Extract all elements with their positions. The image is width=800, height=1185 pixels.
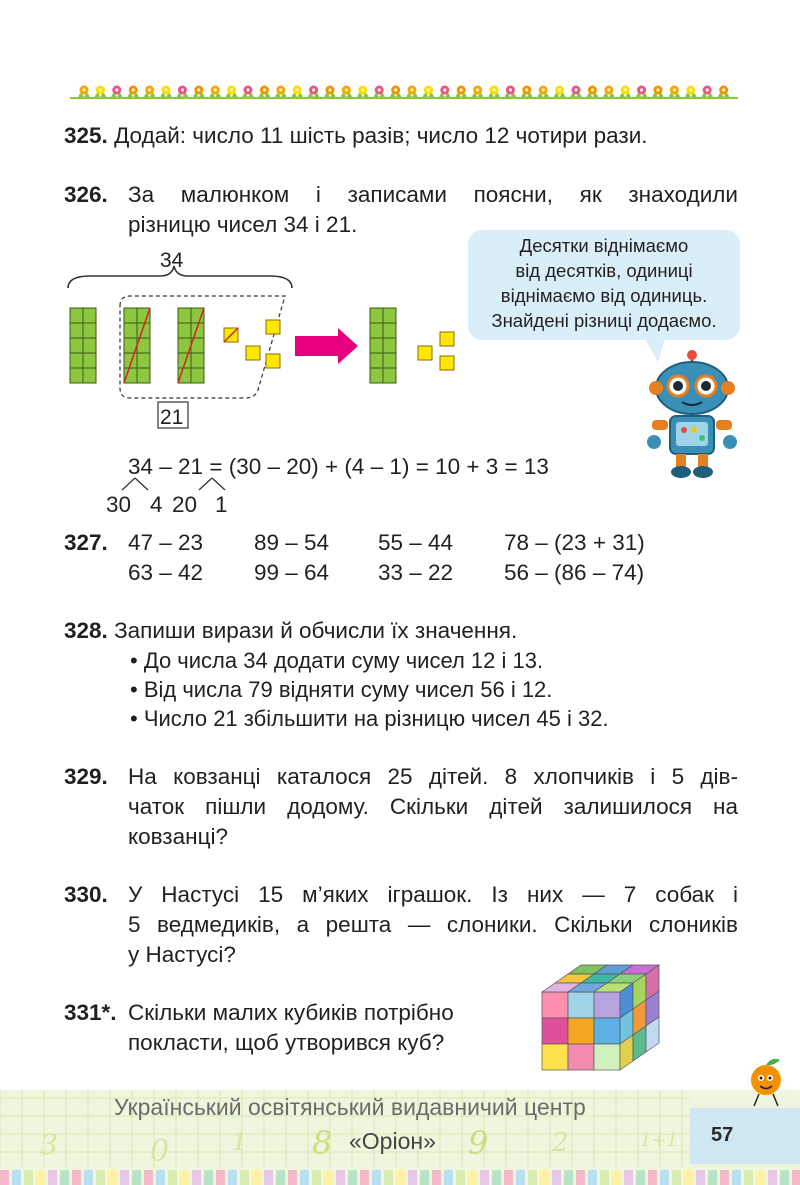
strip-tile xyxy=(312,1170,321,1185)
flower-icon xyxy=(554,86,566,99)
flower-icon xyxy=(685,86,697,99)
strip-tile xyxy=(264,1170,273,1185)
deco-digit: 9 xyxy=(468,1124,489,1162)
strip-tile xyxy=(552,1170,561,1185)
deco-digit: 8 xyxy=(312,1124,333,1162)
unit-cube xyxy=(440,332,454,346)
robot-speech-bubble xyxy=(468,230,740,340)
strip-tile xyxy=(516,1170,525,1185)
flower-icon xyxy=(193,86,205,99)
cube-face xyxy=(542,1044,568,1070)
strip-tile xyxy=(504,1170,513,1185)
flower-icon xyxy=(373,86,385,99)
strip-tile xyxy=(24,1170,33,1185)
strip-tile xyxy=(372,1170,381,1185)
exercise-330-line3: у Настусі? xyxy=(128,942,236,967)
expr-2-4: 56 – (86 – 74) xyxy=(504,560,645,585)
exercise-327-number: 327. xyxy=(64,530,108,555)
cube-illustration xyxy=(540,956,665,1096)
flower-icon xyxy=(488,86,500,99)
strip-tile xyxy=(96,1170,105,1185)
flower-icon xyxy=(537,86,549,99)
strip-tile xyxy=(600,1170,609,1185)
exercise-text: Додай: число 11 шість разів; число 12 чотири рази. xyxy=(114,123,648,148)
flower-icon xyxy=(226,86,238,99)
flower-icon xyxy=(422,86,434,99)
exercise-330-line2: 5 ведмедиків, а решта — слоники. Скільки слоників xyxy=(128,912,738,937)
exercise-329-number: 329. xyxy=(64,764,108,789)
strip-tile xyxy=(480,1170,489,1185)
strip-tile xyxy=(144,1170,153,1185)
strip-tile xyxy=(276,1170,285,1185)
page-number: 57 xyxy=(711,1124,734,1146)
flower-border xyxy=(70,78,738,106)
exercise-325 xyxy=(64,121,648,151)
strip-tile xyxy=(396,1170,405,1185)
strip-tile xyxy=(576,1170,585,1185)
strip-tile xyxy=(288,1170,297,1185)
split-30: 30 xyxy=(106,492,132,517)
exercise-330-number: 330. xyxy=(64,882,108,907)
tens-rod xyxy=(370,308,396,383)
cube-face xyxy=(594,1018,620,1044)
equation: 34 – 21 = (30 – 20) + (4 – 1) = 10 + 3 = 13 xyxy=(128,454,549,479)
flower-icon xyxy=(340,86,352,99)
strip-tile xyxy=(564,1170,573,1185)
cube-face xyxy=(568,1018,594,1044)
flower-icon xyxy=(521,86,533,99)
strip-tile xyxy=(36,1170,45,1185)
brace-label: 34 xyxy=(160,249,184,272)
unit-cube xyxy=(224,328,238,342)
robot-illustration xyxy=(644,350,740,480)
strip-tile xyxy=(648,1170,657,1185)
strip-tile xyxy=(360,1170,369,1185)
strip-tile xyxy=(60,1170,69,1185)
cube-face xyxy=(594,1044,620,1070)
strip-tile xyxy=(252,1170,261,1185)
split-20: 20 xyxy=(172,492,198,517)
strip-tile xyxy=(108,1170,117,1185)
flower-icon xyxy=(390,86,402,99)
publisher-brand: «Оріон» xyxy=(349,1128,436,1154)
strip-tile xyxy=(672,1170,681,1185)
bubble-line: Знайдені різниці додаємо. xyxy=(491,310,717,331)
box-label: 21 xyxy=(160,406,184,429)
strip-tile xyxy=(216,1170,225,1185)
exercise-326-number: 326. xyxy=(64,182,108,207)
flower-icon xyxy=(258,86,270,99)
strip-tile xyxy=(300,1170,309,1185)
deco-digit: 1+1 xyxy=(640,1130,678,1151)
strip-tile xyxy=(612,1170,621,1185)
strip-tile xyxy=(324,1170,333,1185)
bullet-3: • Число 21 збільшити на різницю чисел 45 і 32. xyxy=(130,706,609,731)
strip-tile xyxy=(48,1170,57,1185)
expr-2-2: 99 – 64 xyxy=(254,560,330,585)
flower-icon xyxy=(586,86,598,99)
cube-face xyxy=(542,1018,568,1044)
strip-tile xyxy=(84,1170,93,1185)
strip-tile xyxy=(0,1170,9,1185)
exercise-326-line1: За малюнком і записами поясни, як знаходили xyxy=(128,182,738,207)
deco-digit: 3 xyxy=(40,1128,58,1161)
exercise-331-line1: Скільки малих кубиків потрібно xyxy=(128,1000,454,1025)
unit-cube xyxy=(266,354,280,368)
exercise-329-line1: На ковзанці каталося 25 дітей. 8 хлопчиків і 5 дів- xyxy=(128,764,738,789)
flower-icon xyxy=(78,86,90,99)
strip-tile xyxy=(720,1170,729,1185)
split-1: 1 xyxy=(215,492,228,517)
flower-icon xyxy=(472,86,484,99)
strip-tile xyxy=(168,1170,177,1185)
flower-icon xyxy=(291,86,303,99)
flower-icon xyxy=(324,86,336,99)
strip-tile xyxy=(696,1170,705,1185)
exercise-number: 325. xyxy=(64,123,108,148)
bubble-line: віднімаємо від одиниць. xyxy=(500,285,708,306)
exercise-329-line2: чаток пішли додому. Скільки дітей залишилося на xyxy=(128,794,738,819)
strip-tile xyxy=(732,1170,741,1185)
publisher-name: Український освітянський видавничий центр xyxy=(114,1094,586,1120)
flower-icon xyxy=(357,86,369,99)
flower-icon xyxy=(242,86,254,99)
expr-1-4: 78 – (23 + 31) xyxy=(504,530,645,555)
flower-icon xyxy=(406,86,418,99)
bullet-1: • До числа 34 додати суму чисел 12 і 13. xyxy=(130,648,544,673)
flower-icon xyxy=(701,86,713,99)
strip-tile xyxy=(420,1170,429,1185)
flower-icon xyxy=(144,86,156,99)
exercise-330-line1: У Настусі 15 м’яких іграшок. Із них — 7 собак і xyxy=(128,882,738,907)
cube-face xyxy=(568,992,594,1018)
strip-tile xyxy=(384,1170,393,1185)
strip-tile xyxy=(588,1170,597,1185)
deco-digit: 1 xyxy=(232,1128,248,1156)
unit-cube xyxy=(246,346,260,360)
strip-tile xyxy=(756,1170,765,1185)
flower-icon xyxy=(111,86,123,99)
strip-tile xyxy=(660,1170,669,1185)
orange-mascot-icon xyxy=(742,1056,792,1108)
strip-tile xyxy=(156,1170,165,1185)
tens-rod xyxy=(70,308,96,383)
flower-icon xyxy=(94,86,106,99)
strip-tile xyxy=(444,1170,453,1185)
unit-cube xyxy=(266,320,280,334)
flower-icon xyxy=(308,86,320,99)
expr-2-1: 63 – 42 xyxy=(128,560,204,585)
flower-icon xyxy=(603,86,615,99)
strip-tile xyxy=(120,1170,129,1185)
strip-tile xyxy=(336,1170,345,1185)
cube-face xyxy=(594,992,620,1018)
arrow-icon xyxy=(295,328,358,364)
strip-tile xyxy=(240,1170,249,1185)
strip-tile xyxy=(492,1170,501,1185)
strip-tile xyxy=(540,1170,549,1185)
flower-icon xyxy=(504,86,516,99)
strip-tile xyxy=(636,1170,645,1185)
strip-tile xyxy=(684,1170,693,1185)
deco-digit: 2 xyxy=(552,1128,569,1158)
strip-tile xyxy=(132,1170,141,1185)
strip-tile xyxy=(624,1170,633,1185)
flower-icon xyxy=(636,86,648,99)
subtraction-diagram xyxy=(60,248,480,433)
flower-icon xyxy=(439,86,451,99)
flower-icon xyxy=(176,86,188,99)
deco-digit: 0 xyxy=(150,1134,170,1169)
bubble-line: Десятки віднімаємо xyxy=(519,235,689,256)
strip-tile xyxy=(768,1170,777,1185)
flower-icon xyxy=(718,86,730,99)
strip-tile xyxy=(12,1170,21,1185)
exercise-329-line3: ковзанці? xyxy=(128,824,228,849)
exercise-328: 328. Запиши вирази й обчисли їх значення. xyxy=(64,618,518,643)
expr-1-2: 89 – 54 xyxy=(254,530,330,555)
exercise-331-number: 331*. xyxy=(64,1000,117,1025)
cube-face xyxy=(568,1044,594,1070)
strip-tile xyxy=(744,1170,753,1185)
flower-icon xyxy=(570,86,582,99)
strip-tile xyxy=(204,1170,213,1185)
unit-cube xyxy=(440,356,454,370)
flower-icon xyxy=(619,86,631,99)
strip-tile xyxy=(528,1170,537,1185)
flower-icon xyxy=(160,86,172,99)
flower-icon xyxy=(652,86,664,99)
flower-icon xyxy=(209,86,221,99)
exercise-331-line2: покласти, щоб утворився куб? xyxy=(128,1030,445,1055)
strip-tile xyxy=(348,1170,357,1185)
exercise-326-line2: різницю чисел 34 і 21. xyxy=(128,212,358,237)
strip-tile xyxy=(468,1170,477,1185)
strip-tile xyxy=(432,1170,441,1185)
strip-tile xyxy=(456,1170,465,1185)
strip-tile xyxy=(792,1170,800,1185)
strip-tile xyxy=(408,1170,417,1185)
split-4: 4 xyxy=(150,492,163,517)
strip-tile xyxy=(780,1170,789,1185)
strip-tile xyxy=(228,1170,237,1185)
flower-icon xyxy=(127,86,139,99)
expr-1-3: 55 – 44 xyxy=(378,530,454,555)
tens-rod xyxy=(124,308,150,383)
flower-icon xyxy=(668,86,680,99)
tens-rod xyxy=(178,308,204,383)
strip-tile xyxy=(708,1170,717,1185)
expr-2-3: 33 – 22 xyxy=(378,560,454,585)
bullet-2: • Від числа 79 відняти суму чисел 56 і 12. xyxy=(130,677,553,702)
strip-tile xyxy=(192,1170,201,1185)
cube-face xyxy=(542,992,568,1018)
bubble-line: від десятків, одиниці xyxy=(515,260,693,281)
strip-tile xyxy=(72,1170,81,1185)
expr-1-1: 47 – 23 xyxy=(128,530,204,555)
unit-cube xyxy=(418,346,432,360)
flower-icon xyxy=(455,86,467,99)
flower-icon xyxy=(275,86,287,99)
strip-tile xyxy=(180,1170,189,1185)
